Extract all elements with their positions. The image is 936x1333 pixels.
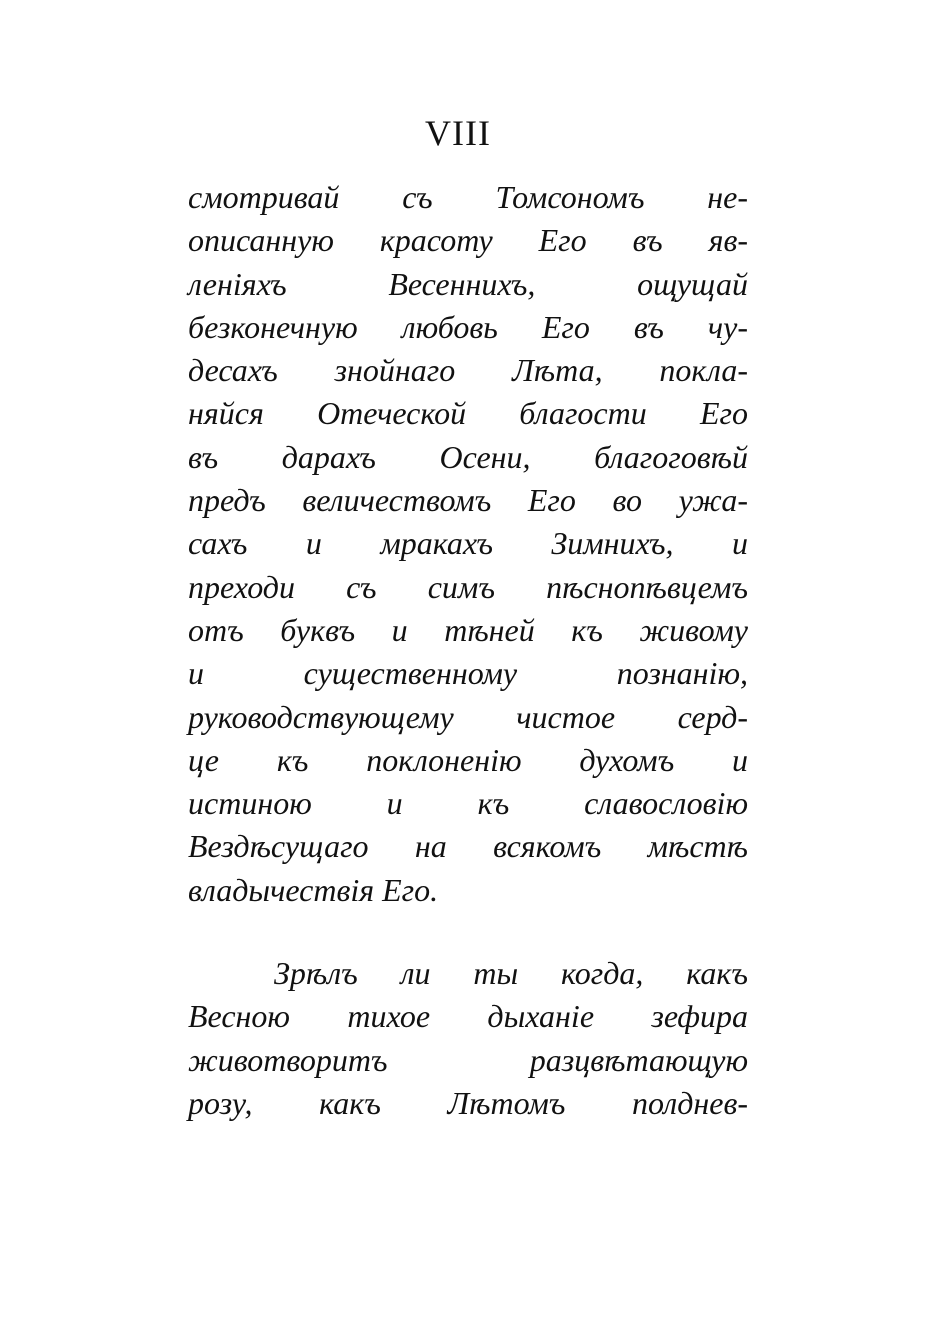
- text-line: няйся Отеческой благости Его: [188, 395, 748, 432]
- text-line: Зрѣлъ ли ты когда, какъ: [274, 955, 748, 991]
- text-line: животворитъ разцвѣтающую: [188, 1041, 748, 1078]
- paragraph-2: [188, 952, 748, 1125]
- text-line: истиною и къ славословiю: [188, 785, 748, 822]
- text-line: десахъ знойнаго Лѣта, покла-: [188, 352, 748, 389]
- paragraph-1: [188, 176, 748, 912]
- text-line: преходи съ симъ пѣснопѣвцемъ: [188, 568, 748, 605]
- text-line: безконечную любовь Его въ чу-: [188, 308, 748, 345]
- text-line: сахъ и мракахъ Зимнихъ, и: [188, 525, 748, 562]
- text-line: предъ величествомъ Его во ужа-: [188, 482, 748, 519]
- page-number: VIII: [425, 113, 491, 153]
- text-line: розу, какъ Лѣтомъ полднев-: [188, 1084, 748, 1121]
- text-line: Весною тихое дыханiе зефира: [188, 998, 748, 1035]
- text-line: ленiяхъ Весеннихъ, ощущай: [188, 265, 748, 302]
- text-line: руководствующему чистое серд-: [188, 698, 748, 735]
- text-line: владычествiя Его.: [188, 871, 439, 908]
- text-line: Вездѣсущаго на всякомъ мѣстѣ: [188, 828, 748, 865]
- text-line: и существенному познанiю,: [188, 655, 748, 692]
- text-line: въ дарахъ Осени, благоговѣй: [188, 438, 748, 475]
- text-line: отъ буквъ и тѣней къ живому: [188, 611, 748, 648]
- text-line: описанную красоту Его въ яв-: [188, 222, 748, 259]
- text-line: смотривай съ Томсономъ не-: [188, 179, 748, 215]
- text-line: це къ поклоненiю духомъ и: [188, 741, 748, 778]
